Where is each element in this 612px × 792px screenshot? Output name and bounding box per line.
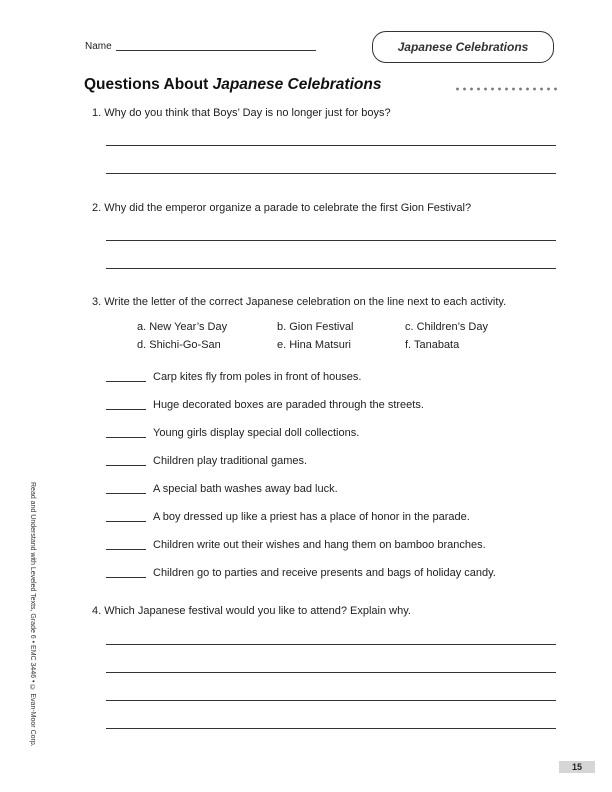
- activity-blank[interactable]: [106, 381, 146, 382]
- activity-item: A special bath washes away bad luck.: [153, 483, 338, 495]
- answer-line[interactable]: [106, 644, 556, 645]
- heading-prefix: Questions About: [84, 76, 213, 93]
- option-e: e. Hina Matsuri: [277, 339, 351, 351]
- dotted-rule: [454, 86, 560, 92]
- option-c: c. Children’s Day: [405, 321, 488, 333]
- answer-line[interactable]: [106, 240, 556, 241]
- activity-item: Huge decorated boxes are paraded through the streets.: [153, 399, 424, 411]
- page-number: [559, 761, 595, 773]
- answer-line[interactable]: [106, 268, 556, 269]
- option-f: f. Tanabata: [405, 339, 460, 351]
- answer-line[interactable]: [106, 728, 556, 729]
- activity-blank[interactable]: [106, 493, 146, 494]
- question-4: 4. Which Japanese festival would you like to attend? Explain why.: [92, 605, 411, 617]
- question-2: 2. Why did the emperor organize a parade to celebrate the first Gion Festival?: [92, 202, 472, 214]
- answer-line[interactable]: [106, 672, 556, 673]
- page-number-text: 15: [571, 762, 582, 772]
- activity-blank[interactable]: [106, 521, 146, 522]
- answer-line[interactable]: [106, 145, 556, 146]
- activity-blank[interactable]: [106, 437, 146, 438]
- activity-blank[interactable]: [106, 465, 146, 466]
- page-heading: [84, 76, 381, 94]
- publisher-credit: Read and Understand with Leveled Texts, Grade 6 • EMC 3446 • © Evan-Moor Corp.: [29, 482, 36, 747]
- name-label: Name: [85, 41, 112, 52]
- activity-blank[interactable]: [106, 549, 146, 550]
- activity-blank[interactable]: [106, 577, 146, 578]
- title-box-text: Japanese Celebrations: [397, 40, 529, 54]
- answer-line[interactable]: [106, 700, 556, 701]
- option-a: a. New Year’s Day: [137, 321, 228, 333]
- activity-item: Children go to parties and receive presents and bags of holiday candy.: [153, 567, 496, 579]
- name-line[interactable]: [116, 50, 316, 51]
- title-box: [372, 31, 554, 63]
- activity-item: Young girls display special doll collections.: [153, 427, 360, 439]
- activity-item: Children write out their wishes and hang them on bamboo branches.: [153, 539, 486, 551]
- option-b: b. Gion Festival: [277, 321, 354, 333]
- activity-item: A boy dressed up like a priest has a place of honor in the parade.: [153, 511, 470, 523]
- question-3: 3. Write the letter of the correct Japanese celebration on the line next to each activity.: [92, 296, 507, 308]
- option-d: d. Shichi-Go-San: [137, 339, 221, 351]
- heading-title: Japanese Celebrations: [212, 76, 382, 93]
- question-1: 1. Why do you think that Boys’ Day is no longer just for boys?: [92, 107, 391, 119]
- answer-line[interactable]: [106, 173, 556, 174]
- activity-blank[interactable]: [106, 409, 146, 410]
- activity-item: Children play traditional games.: [153, 455, 308, 467]
- activity-item: Carp kites fly from poles in front of houses.: [153, 371, 362, 383]
